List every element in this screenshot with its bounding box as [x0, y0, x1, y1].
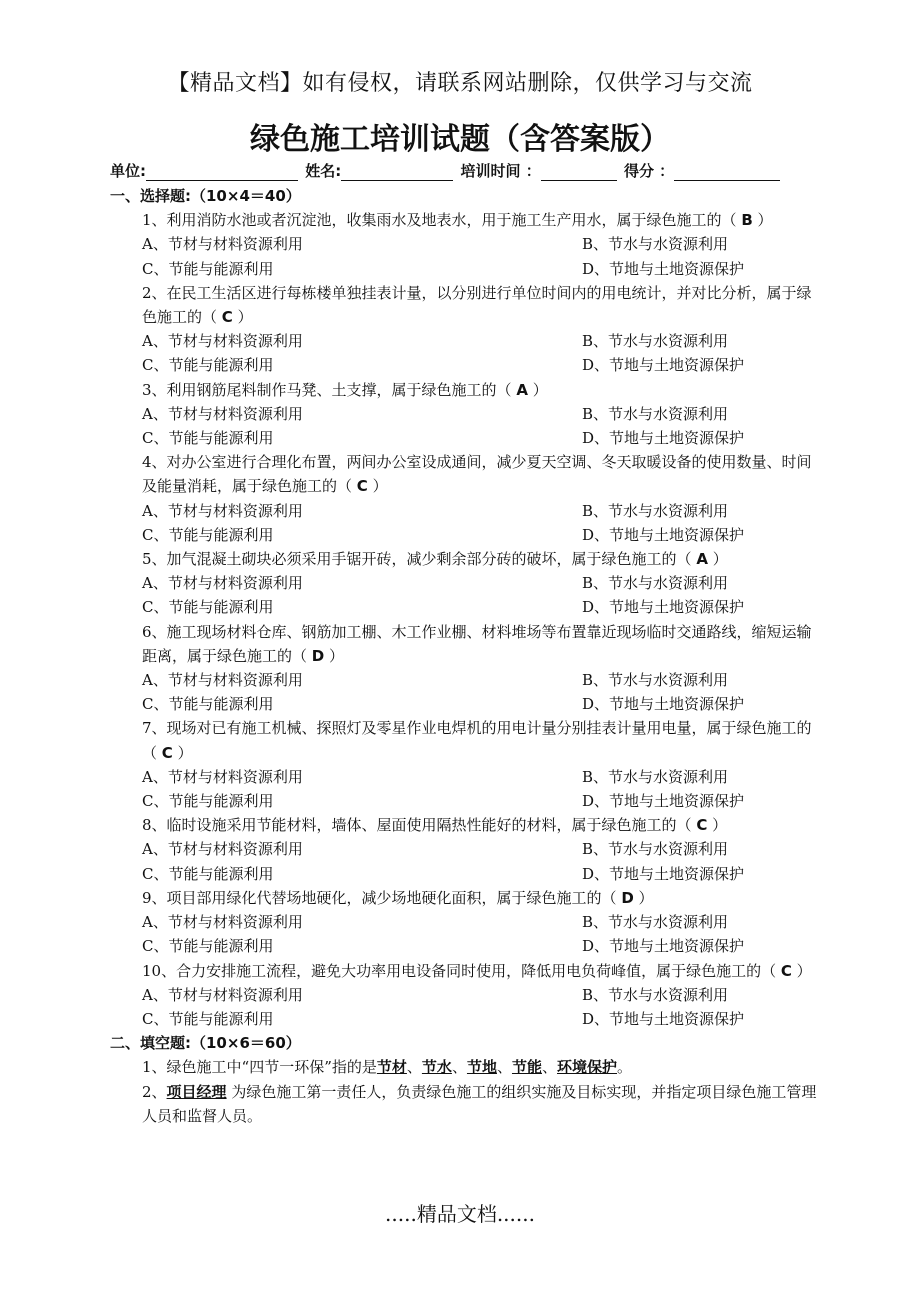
section-fill — [110, 1031, 822, 1128]
question-text: 9、项目部用绿化代替场地硬化，减少场地硬化面积，属于绿色施工的（ — [142, 888, 622, 907]
option-d: D、节地与土地资源保护 — [582, 792, 745, 811]
option-b: B、节水与水资源利用 — [582, 501, 729, 520]
question-text: 3、利用钢筋尾料制作马凳、土支撑，属于绿色施工的（ — [142, 380, 517, 399]
blank-separator: 、 — [451, 1058, 467, 1077]
option-c: C、节能与能源利用 — [142, 259, 274, 278]
option-c: C、节能与能源利用 — [142, 598, 274, 617]
question — [110, 450, 822, 498]
option-a: A、节材与材料资源利用 — [142, 235, 303, 254]
question-text: 10、合力安排施工流程，避免大功率用电设备同时使用，降低用电负荷峰值，属于绿色施工的（ — [142, 961, 781, 980]
unit-field[interactable] — [146, 164, 298, 181]
fill-question-1 — [110, 1055, 822, 1079]
option-c: C、节能与能源利用 — [142, 429, 274, 448]
question-text: 8、临时设施采用节能材料，墙体、屋面使用隔热性能好的材料，属于绿色施工的（ — [142, 816, 697, 835]
question-answer: C — [221, 308, 233, 327]
option-a: A、节材与材料资源利用 — [142, 767, 303, 786]
footer-text: .....精品文档...... — [385, 1202, 535, 1226]
option-d: D、节地与土地资源保护 — [582, 259, 745, 278]
question-answer: C — [696, 816, 708, 835]
question — [110, 620, 822, 668]
option-b: B、节水与水资源利用 — [582, 767, 729, 786]
question-answer: C — [356, 477, 368, 496]
option-a: A、节材与材料资源利用 — [142, 671, 303, 690]
option-a: A、节材与材料资源利用 — [142, 332, 303, 351]
fill-q1-blanks — [377, 1058, 617, 1076]
option-a: A、节材与材料资源利用 — [142, 985, 303, 1004]
fill-q2-answer: 项目经理 — [166, 1082, 227, 1101]
question-answer: C — [780, 961, 792, 980]
option-c: C、节能与能源利用 — [142, 937, 274, 956]
option-d: D、节地与土地资源保护 — [582, 864, 745, 883]
question-close: ） — [324, 646, 345, 665]
score-field[interactable] — [674, 164, 780, 181]
name-label: 姓名: — [305, 162, 342, 180]
fill-blank-answer: 节材 — [376, 1058, 407, 1077]
option-list — [110, 837, 822, 885]
question — [110, 208, 822, 232]
question-close: ） — [633, 888, 654, 907]
question-text: 6、施工现场材料仓库、钢筋加工棚、木工作业棚、材料堆场等布置靠近现场临时交通路线，缩短运输距离，属于绿色施工的（ — [142, 622, 812, 665]
question-close: ） — [172, 743, 193, 762]
question-text: 4、对办公室进行合理化布置，两间办公室设成通间，减少夏天空调、冬天取暖设备的使用数量、时间及能量消耗，属于绿色施工的（ — [142, 453, 812, 496]
question-answer: C — [161, 743, 173, 762]
option-b: B、节水与水资源利用 — [582, 332, 729, 351]
name-field[interactable] — [341, 164, 453, 181]
option-list — [110, 765, 822, 813]
option-d: D、节地与土地资源保护 — [582, 598, 745, 617]
fill-q2-number: 2、 — [142, 1082, 167, 1101]
question — [110, 886, 822, 910]
unit-label: 单位: — [110, 162, 146, 180]
question-close: ） — [367, 477, 388, 496]
question-close: ） — [707, 550, 728, 569]
question-close: ） — [527, 380, 548, 399]
option-a: A、节材与材料资源利用 — [142, 574, 303, 593]
header-banner: 【精品文档】如有侵权，请联系网站删除，仅供学习与交流 — [167, 71, 753, 96]
option-d: D、节地与土地资源保护 — [582, 356, 745, 375]
time-label: 培训时间 ： — [460, 162, 541, 180]
option-a: A、节材与材料资源利用 — [142, 913, 303, 932]
option-b: B、节水与水资源利用 — [582, 913, 729, 932]
fill-blank-answer: 节能 — [511, 1058, 542, 1077]
fill-blank-answer: 环境保护 — [557, 1058, 618, 1077]
question-answer: D — [621, 888, 634, 907]
fill-blank-answer: 节水 — [421, 1058, 452, 1077]
fill-q1-text: 1、绿色施工中“四节一环保”指的是 — [142, 1058, 377, 1077]
option-c: C、节能与能源利用 — [142, 525, 274, 544]
section-heading: 二、填空题:（10×6＝60） — [110, 1034, 301, 1053]
question-list — [110, 208, 822, 1031]
option-b: B、节水与水资源利用 — [582, 235, 729, 254]
question-answer: D — [311, 646, 325, 665]
option-d: D、节地与土地资源保护 — [582, 1009, 745, 1028]
option-b: B、节水与水资源利用 — [582, 840, 729, 859]
option-b: B、节水与水资源利用 — [582, 985, 729, 1004]
question-close: ） — [791, 961, 812, 980]
option-list — [110, 983, 822, 1031]
option-d: D、节地与土地资源保护 — [582, 429, 745, 448]
question-text: 5、加气混凝土砌块必须采用手锯开砖，减少剩余部分砖的破坏，属于绿色施工的（ — [142, 550, 697, 569]
option-d: D、节地与土地资源保护 — [582, 937, 745, 956]
question-close: ） — [232, 308, 253, 327]
question-answer: A — [696, 550, 708, 569]
option-a: A、节材与材料资源利用 — [142, 840, 303, 859]
option-list — [110, 329, 822, 377]
option-c: C、节能与能源利用 — [142, 864, 274, 883]
blank-separator: 、 — [542, 1058, 558, 1077]
question-text: 7、现场对已有施工机械、探照灯及零星作业电焊机的用电计量分别挂表计量用电量，属于绿色施工的（ — [142, 719, 812, 762]
exam-body — [110, 184, 822, 1128]
option-list — [110, 232, 822, 280]
fill-blank-answer: 节地 — [466, 1058, 497, 1077]
blank-separator: 、 — [406, 1058, 422, 1077]
option-list — [110, 571, 822, 619]
question-close: ） — [752, 211, 773, 230]
option-a: A、节材与材料资源利用 — [142, 501, 303, 520]
option-a: A、节材与材料资源利用 — [142, 404, 303, 423]
question — [110, 959, 822, 983]
option-list — [110, 668, 822, 716]
question-answer: A — [516, 380, 528, 399]
option-d: D、节地与土地资源保护 — [582, 525, 745, 544]
option-b: B、节水与水资源利用 — [582, 574, 729, 593]
option-list — [110, 402, 822, 450]
question — [110, 813, 822, 837]
option-list — [110, 499, 822, 547]
option-c: C、节能与能源利用 — [142, 695, 274, 714]
question-answer: B — [741, 211, 753, 230]
question — [110, 547, 822, 571]
fill-q1-end: 。 — [617, 1058, 633, 1077]
score-label: 得分 ： — [623, 162, 675, 180]
fill-q2-text: 为绿色施工第一责任人，负责绿色施工的组织实施及目标实现，并指定项目绿色施工管理人员和监督人员。 — [142, 1082, 817, 1125]
option-list — [110, 910, 822, 958]
question — [110, 716, 822, 764]
question-close: ） — [707, 816, 728, 835]
fill-question-2 — [110, 1080, 822, 1128]
question-text: 1、利用消防水池或者沉淀池，收集雨水及地表水，用于施工生产用水，属于绿色施工的（ — [142, 211, 742, 230]
blank-separator: 、 — [496, 1058, 512, 1077]
option-c: C、节能与能源利用 — [142, 1009, 274, 1028]
section-choice — [110, 184, 822, 1031]
option-b: B、节水与水资源利用 — [582, 671, 729, 690]
time-field[interactable] — [541, 164, 617, 181]
option-c: C、节能与能源利用 — [142, 356, 274, 375]
option-d: D、节地与土地资源保护 — [582, 695, 745, 714]
question — [110, 281, 822, 329]
question-text: 2、在民工生活区进行每栋楼单独挂表计量，以分别进行单位时间内的用电统计，并对比分析，属于绿色施工的（ — [142, 283, 812, 327]
info-row — [110, 160, 830, 181]
section-heading: 一、选择题:（10×4＝40） — [110, 187, 301, 205]
option-c: C、节能与能源利用 — [142, 792, 274, 811]
question — [110, 378, 822, 402]
option-b: B、节水与水资源利用 — [582, 404, 729, 423]
page-title: 绿色施工培训试题（含答案版） — [250, 122, 670, 157]
